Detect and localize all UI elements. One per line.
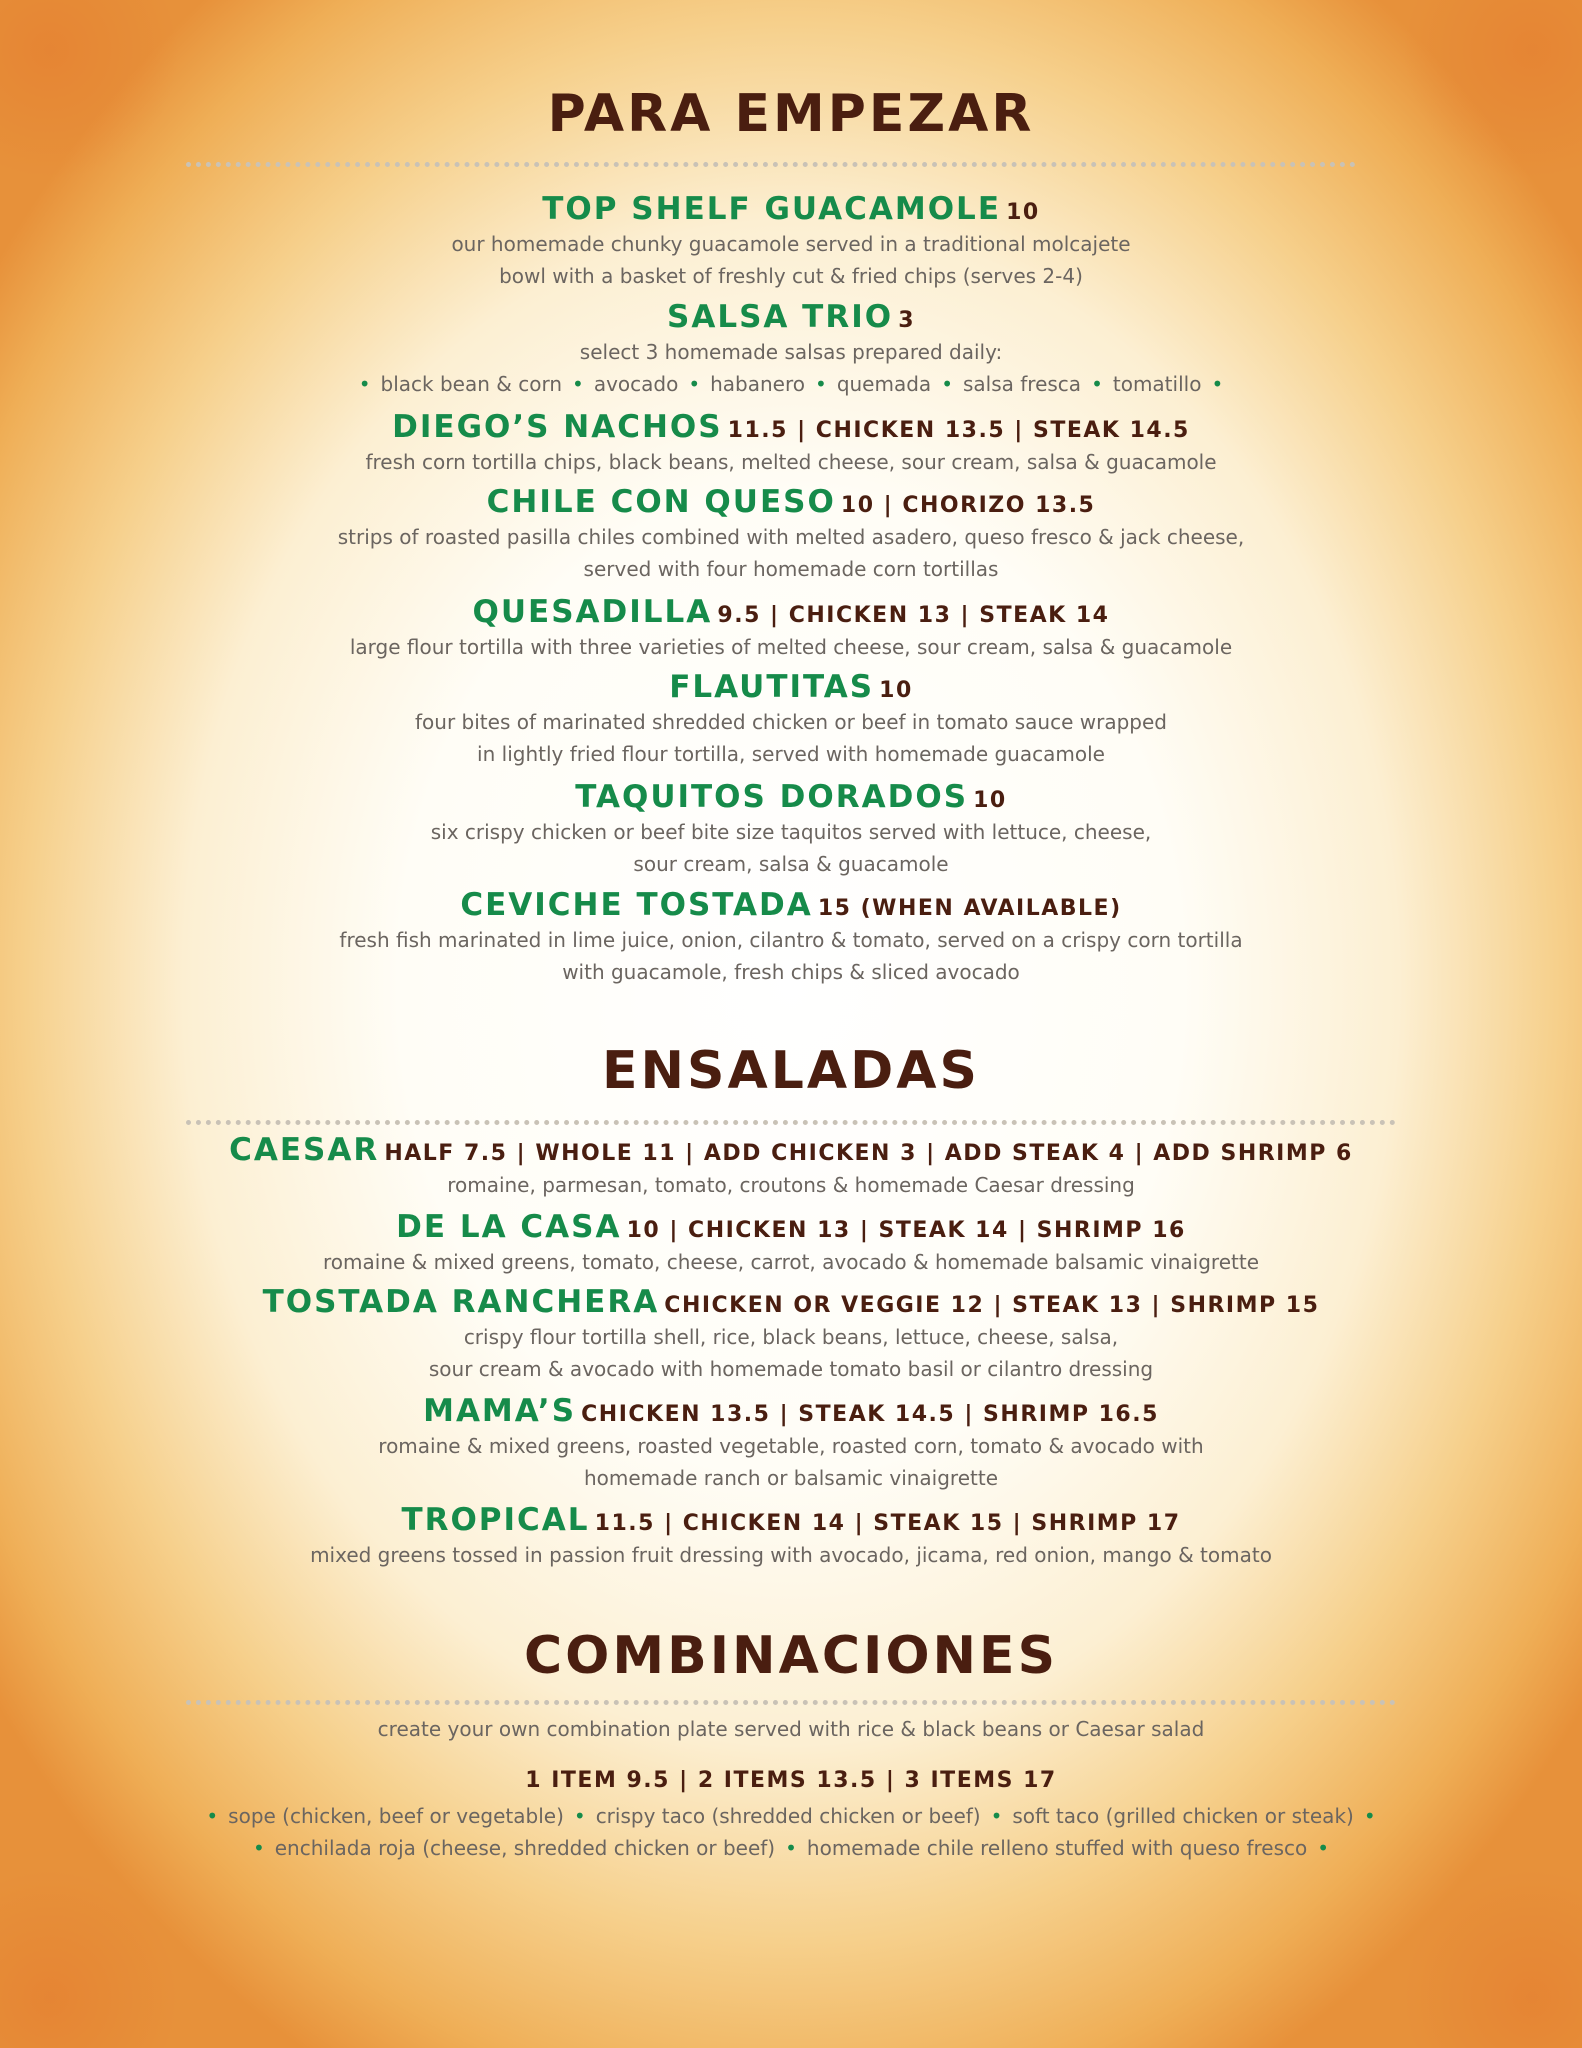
menu-item-description: four bites of marinated shredded chicken or beef in tomato sauce wrapped — [415, 709, 1167, 734]
menu-item-description: our homemade chunky guacamole served in a traditional molcajete — [451, 231, 1131, 256]
menu-item — [0, 1503, 1582, 1571]
section-divider — [186, 162, 1356, 167]
menu-item-heading — [0, 192, 1582, 228]
menu-item-name: MAMA’S — [423, 1393, 577, 1429]
menu-item-description: fresh corn tortilla chips, black beans, melted cheese, sour cream, salsa & guacamole — [365, 449, 1217, 474]
menu-item-description: crispy flour tortilla shell, rice, black beans, lettuce, cheese, salsa, — [463, 1324, 1119, 1349]
bullet-dot: • — [1363, 1804, 1376, 1828]
menu-item-description: sour cream, salsa & guacamole — [633, 851, 949, 876]
combo-option: enchilada roja (cheese, shredded chicken or beef) — [274, 1836, 776, 1860]
menu-item-price: 15 (WHEN AVAILABLE) — [817, 896, 1122, 921]
menu-item-heading — [0, 1133, 1582, 1169]
menu-item-name: SALSA TRIO — [667, 299, 894, 335]
menu-item-description: in lightly fried flour tortilla, served with homemade guacamole — [477, 741, 1105, 766]
combos-intro-text: create your own combination plate served with rice & black beans or Caesar salad — [377, 1717, 1205, 1741]
combos-options-1 — [0, 1800, 1582, 1832]
menu-item-name: DE LA CASA — [396, 1209, 622, 1245]
menu-item-heading — [0, 595, 1582, 631]
menu-item-heading — [0, 485, 1582, 521]
combo-option: sope (chicken, beef or vegetable) — [228, 1804, 564, 1828]
menu-item — [0, 1133, 1582, 1201]
combos-price-line: 1 ITEM 9.5 | 2 ITEMS 13.5 | 3 ITEMS 17 — [525, 1768, 1057, 1793]
bullet-dot: • — [1211, 371, 1224, 396]
menu-item-price: 10 — [1006, 200, 1040, 225]
bullet-dot: • — [1091, 371, 1103, 396]
menu-item — [0, 410, 1582, 478]
menu-item — [0, 888, 1582, 988]
menu-item-name: CAESAR — [229, 1132, 380, 1168]
menu-item — [0, 192, 1582, 292]
bullet-dot: • — [252, 1836, 265, 1860]
menu-item-description: bowl with a basket of freshly cut & fried chips (serves 2-4) — [499, 263, 1083, 288]
menu-item-description: fresh fish marinated in lime juice, onion, cilantro & tomato, served on a crispy corn tortilla — [339, 927, 1243, 952]
menu-item — [0, 300, 1582, 400]
bullet-dot: • — [688, 371, 701, 396]
menu-item-heading — [0, 1210, 1582, 1246]
menu-item-description: mixed greens tossed in passion fruit dressing with avocado, jicama, red onion, mango & tomato — [310, 1542, 1272, 1567]
bullet-dot: • — [572, 371, 584, 396]
bullet-dot: • — [573, 1804, 586, 1828]
section-divider — [186, 1700, 1396, 1705]
section-title-combos: COMBINACIONES — [523, 1626, 1059, 1686]
combos-options-line — [0, 1832, 1582, 1864]
salsa-option: black bean & corn — [380, 371, 563, 396]
menu-item-name: TOSTADA RANCHERA — [262, 1284, 660, 1320]
menu-item-name: DIEGO’S NACHOS — [392, 409, 723, 445]
menu-item — [0, 1285, 1582, 1385]
menu-item-price: 10 — [973, 788, 1007, 813]
corner-ornament — [0, 1868, 180, 2048]
menu-item-heading — [0, 888, 1582, 924]
menu-item-description: strips of roasted pasilla chiles combined with melted asadero, queso fresco & jack cheese, — [337, 524, 1245, 549]
menu-item-heading — [0, 670, 1582, 706]
menu-item-name: TAQUITOS DORADOS — [575, 779, 969, 815]
section-title-appetizers: PARA EMPEZAR — [547, 84, 1035, 144]
menu-item-description: six crispy chicken or beef bite size taquitos served with lettuce, cheese, — [430, 819, 1152, 844]
menu-item-price: HALF 7.5 | WHOLE 11 | ADD CHICKEN 3 | ADD STEAK 4 | ADD SHRIMP 6 — [384, 1141, 1353, 1166]
menu-item-description: large flour tortilla with three varieties of melted cheese, sour cream, salsa & guacamole — [349, 634, 1233, 659]
menu-item-description: sour cream & avocado with homemade tomato basil or cilantro dressing — [428, 1356, 1154, 1381]
combo-option: crispy taco (shredded chicken or beef) — [595, 1804, 981, 1828]
section-title-salads: ENSALADAS — [602, 1041, 980, 1101]
menu-item-price: 10 — [879, 678, 913, 703]
salsa-options — [0, 368, 1582, 400]
menu-item-price: 11.5 | CHICKEN 14 | STEAK 15 | SHRIMP 17 — [594, 1511, 1181, 1536]
menu-item-description: romaine & mixed greens, roasted vegetable, roasted corn, tomato & avocado with — [378, 1433, 1204, 1458]
salsa-option: salsa fresca — [962, 371, 1082, 396]
menu-item-description: homemade ranch or balsamic vinaigrette — [583, 1465, 999, 1490]
bullet-dot: • — [1317, 1836, 1330, 1860]
salsa-option: quemada — [836, 371, 932, 396]
menu-item-heading — [0, 1285, 1582, 1321]
combo-option: homemade chile relleno stuffed with queso fresco — [806, 1836, 1308, 1860]
menu-item-heading — [0, 780, 1582, 816]
corner-ornament — [1402, 1868, 1582, 2048]
menu-item-description: romaine & mixed greens, tomato, cheese, carrot, avocado & homemade balsamic vinaigrette — [323, 1249, 1259, 1274]
menu-item-name: TOP SHELF GUACAMOLE — [542, 191, 1001, 227]
menu-item-heading — [0, 1394, 1582, 1430]
menu-item-description: served with four homemade corn tortillas — [583, 556, 999, 581]
menu-item-name: QUESADILLA — [472, 594, 713, 630]
salsa-option: avocado — [593, 371, 679, 396]
menu-item-heading — [0, 300, 1582, 336]
menu-item-heading — [0, 1503, 1582, 1539]
menu-item — [0, 1210, 1582, 1278]
menu-item — [0, 595, 1582, 663]
menu-item — [0, 670, 1582, 770]
salsa-option: tomatillo — [1112, 371, 1202, 396]
combos-options-2 — [0, 1832, 1582, 1864]
combos-prices — [0, 1768, 1582, 1794]
combo-option: soft taco (grilled chicken or steak) — [1012, 1804, 1354, 1828]
combos-options-line — [0, 1800, 1582, 1832]
menu-item-name: CHILE CON QUESO — [486, 484, 836, 520]
menu-item-price: CHICKEN 13.5 | STEAK 14.5 | SHRIMP 16.5 — [581, 1402, 1159, 1427]
bullet-dot: • — [358, 371, 371, 396]
menu-item-price: 9.5 | CHICKEN 13 | STEAK 14 — [717, 603, 1110, 628]
bullet-dot: • — [941, 371, 953, 396]
salsa-option: habanero — [710, 371, 806, 396]
bullet-dot: • — [785, 1836, 797, 1860]
menu-item-description: with guacamole, fresh chips & sliced avocado — [562, 959, 1020, 984]
menu-item-price: 11.5 | CHICKEN 13.5 | STEAK 14.5 — [727, 418, 1190, 443]
section-divider — [186, 1120, 1396, 1125]
menu-item-price: 3 — [898, 308, 915, 333]
bullet-dot: • — [815, 371, 827, 396]
menu-item-name: CEVICHE TOSTADA — [460, 887, 813, 923]
menu-item-name: TROPICAL — [401, 1502, 590, 1538]
menu-item — [0, 1394, 1582, 1494]
bullet-dot: • — [990, 1804, 1003, 1828]
menu-item-description: select 3 homemade salsas prepared daily: — [579, 339, 1003, 364]
menu-item — [0, 780, 1582, 880]
menu-item-name: FLAUTITAS — [669, 669, 875, 705]
menu-item-price: 10 | CHICKEN 13 | STEAK 14 | SHRIMP 16 — [626, 1218, 1186, 1243]
menu-item-description: romaine, parmesan, tomato, croutons & homemade Caesar dressing — [447, 1172, 1135, 1197]
menu-item — [0, 485, 1582, 585]
menu-item-price: CHICKEN OR VEGGIE 12 | STEAK 13 | SHRIMP 15 — [664, 1293, 1320, 1318]
menu-item-heading — [0, 410, 1582, 446]
menu-item-price: 10 | CHORIZO 13.5 — [840, 493, 1096, 518]
bullet-dot: • — [206, 1804, 219, 1828]
combos-intro — [0, 1713, 1582, 1745]
